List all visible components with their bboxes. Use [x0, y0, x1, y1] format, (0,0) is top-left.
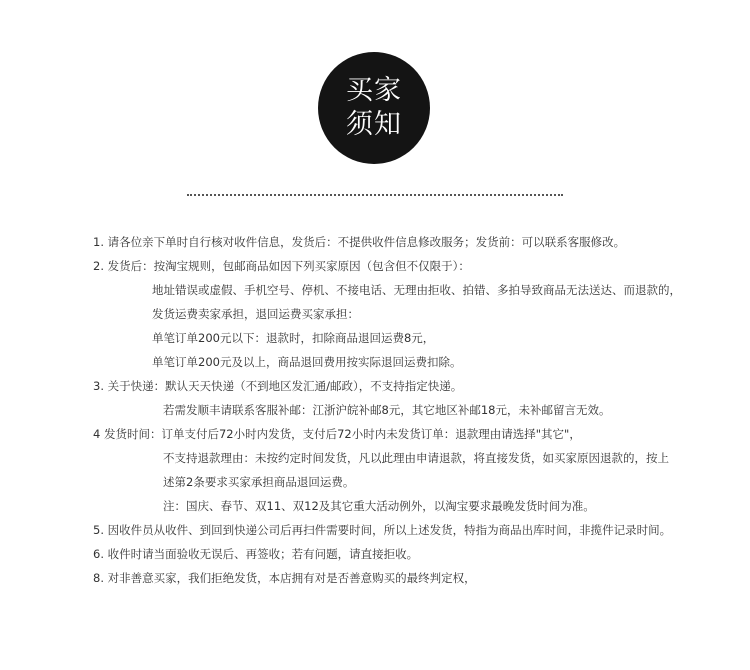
- notice-item-6: 6. 收件时请当面验收无误后、再签收；若有问题，请直接拒收。: [93, 547, 419, 561]
- notice-item-4-detail-2: 述第2条要求买家承担商品退回运费。: [163, 475, 355, 489]
- notice-item-2-detail-1: 地址错误或虚假、手机空号、停机、不接电话、无理由拒收、拍错、多拍导致商品无法送达、而退款的，: [152, 283, 681, 297]
- notice-item-8: 8. 对非善意买家，我们拒绝发货，本店拥有对是否善意购买的最终判定权，: [93, 571, 476, 585]
- notice-item-2-detail-2: 发货运费卖家承担，退回运费买家承担：: [152, 307, 359, 321]
- notice-item-3: 3. 关于快递：默认天天快递（不到地区发汇通/邮政），不支持指定快递。: [93, 379, 463, 393]
- dotted-divider: [187, 194, 563, 196]
- notice-item-2-detail-4: 单笔订单200元及以上，商品退回费用按实际退回运费扣除。: [152, 355, 462, 369]
- badge-title-line-1: 买家: [346, 75, 402, 106]
- notice-item-2-detail-3: 单笔订单200元以下：退款时，扣除商品退回运费8元，: [152, 331, 435, 345]
- notice-item-2: 2. 发货后：按淘宝规则，包邮商品如因下列买家原因（包含但不仅限于）：: [93, 259, 470, 273]
- notice-item-4-detail-1: 不支持退款理由：未按约定时间发货，凡以此理由申请退款，将直接发货，如买家原因退款的，按上: [163, 451, 669, 465]
- notice-item-5: 5. 因收件员从收件、到回到快递公司后再扫件需要时间，所以上述发货，特指为商品出库时间，非揽件记录时间。: [93, 523, 672, 537]
- notice-item-3-detail-1: 若需发顺丰请联系客服补邮：江浙沪皖补邮8元，其它地区补邮18元，未补邮留言无效。: [163, 403, 611, 417]
- notice-item-1: 1. 请各位亲下单时自行核对收件信息，发货后：不提供收件信息修改服务；发货前：可以联系客服修改。: [93, 235, 626, 249]
- notice-item-4: 4 发货时间：订单支付后72小时内发货，支付后72小时内未发货订单：退款理由请选择"其它"，: [93, 427, 581, 441]
- notice-badge: [318, 52, 430, 164]
- badge-title-line-2: 须知: [346, 109, 402, 140]
- notice-item-4-detail-3: 注：国庆、春节、双11、双12及其它重大活动例外，以淘宝要求最晚发货时间为准。: [163, 499, 595, 513]
